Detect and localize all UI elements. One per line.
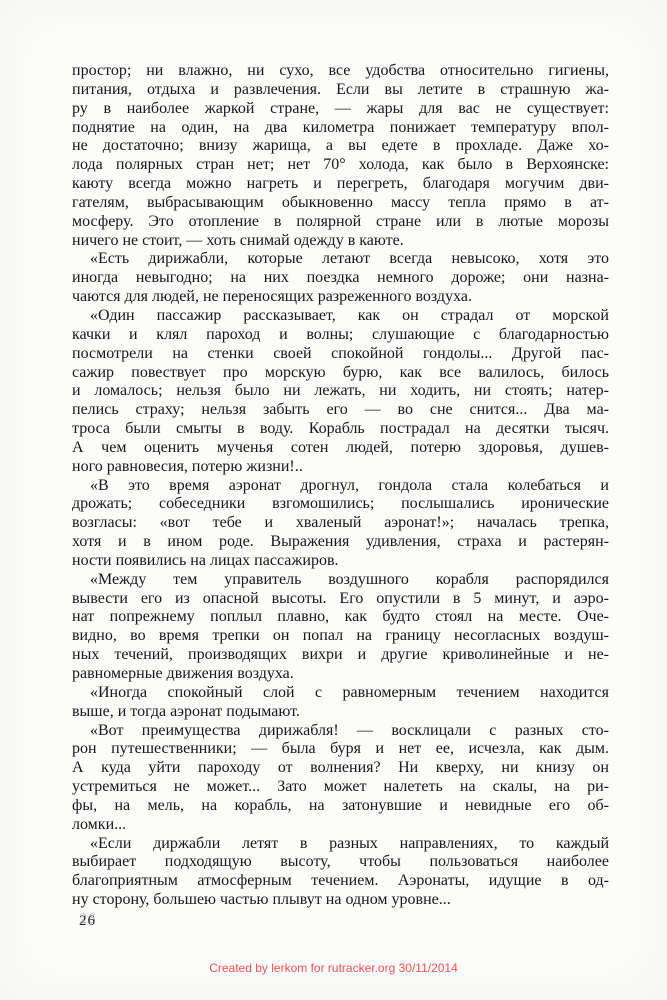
text-line: мосферу. Это отопление в полярной стране или в лютые морозы	[72, 212, 609, 230]
text-line: благоприятным атмосферным течением. Аэронаты, идущие в од-	[72, 872, 609, 890]
watermark-text: Created by lerkom for rutracker.org 30/11/2014	[209, 961, 458, 975]
text-line: равномерные движения воздуха.	[72, 665, 294, 682]
text-line: возгласы: «вот тебе и хваленый аэронат!»; началась трепка,	[72, 514, 609, 532]
text-line: «Между тем управитель воздушного корабля распорядился	[90, 570, 609, 588]
text-line: рон путешественники; — была буря и нет ее, исчезла, как дым.	[72, 740, 609, 758]
text-line: троса были смыты в воду. Корабль пострадал на десятки тысяч.	[72, 420, 609, 438]
text-line: пелись страху; нельзя забыть его — во сне снится... Два ма-	[72, 401, 609, 419]
text-line: дрожать; собеседники взгомошились; послышались иронические	[72, 495, 609, 513]
text-line: питания, отдыха и развлечения. Если вы летите в страшную жа-	[72, 80, 609, 98]
text-line: «Вот преимущества дирижабля! — восклицали с разных сто-	[90, 721, 609, 739]
text-line: видно, во время трепки он попал на границу несогласных воздуш-	[72, 627, 609, 645]
text-line: чаются для людей, не переносящих разреженного воздуха.	[72, 288, 472, 306]
text-line: ломки...	[72, 815, 127, 833]
text-line: хотя и в ином роде. Выражения удивления, страха и растерян-	[72, 533, 609, 551]
text-line: нат попрежнему поплыл плавно, как будто стоял на месте. Оче-	[72, 608, 609, 626]
text-line: устремиться не может... Зато может налететь на скалы, на ри-	[72, 778, 609, 796]
text-line: каюту всегда можно нагреть и перегреть, благодаря могучим дви-	[72, 175, 609, 193]
text-line: «В это время аэронат дрогнул, гондола стала колебаться и	[90, 476, 609, 494]
text-line: сажир повествует про морскую бурю, как все валилось, билось	[72, 363, 609, 381]
text-line: ничего не стоит, — хоть снимай одежду в каюте.	[72, 231, 404, 249]
text-line: «Если диржабли летят в разных направлениях, то каждый	[90, 834, 609, 852]
text-line: «Есть дирижабли, которые летают всегда невысоко, хотя это	[90, 250, 609, 268]
text-line: «Один пассажир рассказывает, как он страдал от морской	[90, 306, 609, 324]
text-line: ну сторону, большею частью плывут на одном уровне...	[72, 891, 451, 909]
text-line: лода полярных стран нет; нет 70° холода, как было в Верхоянске:	[72, 156, 609, 174]
text-line: фы, на мель, на корабль, на затонувшие и невидные его об-	[72, 796, 609, 814]
text-line: и ломалось; нельзя было ни лежать, ни ходить, ни стоять; натер-	[72, 382, 609, 400]
text-line: не достаточно; внизу жарища, а вы едете в прохладе. Даже хо-	[72, 137, 609, 155]
text-line: вывести его из опасной высоты. Его опустили в 5 минут, и аэро-	[72, 589, 609, 607]
text-line: ности появились на лицах пассажиров.	[72, 551, 339, 569]
text-line: посмотрели на стенки своей спокойной гондолы... Другой пас-	[72, 344, 609, 362]
text-line: простор; ни влажно, ни сухо, все удобства относительно гигиены,	[72, 62, 609, 79]
text-line: «Иногда спокойный слой с равномерным течением находится	[90, 683, 609, 701]
text-line: А куда уйти пароходу от волнения? Ни кверху, ни книзу он	[72, 759, 609, 777]
text-line: А чем оценить мученья сотен людей, потерю здоровья, душев-	[72, 438, 609, 456]
text-line: ру в наиболее жаркой стране, — жары для вас не существует:	[72, 99, 609, 117]
text-line: ного равновесия, потерю жизни!..	[72, 457, 303, 475]
text-line: качки и клял пароход и волны; слушающие с благодарностью	[72, 325, 609, 343]
page-number: 26	[79, 913, 96, 929]
text-line: иногда невыгодно; на них поездка немного дороже; они назна-	[72, 269, 609, 287]
text-line: выбирает подходящую высоту, чтобы пользоваться наиболее	[72, 853, 609, 871]
page-text-block	[72, 62, 609, 910]
text-line: гателям, выбрасывающим обыкновенно массу тепла прямо в ат-	[72, 193, 609, 211]
text-line: ных течений, производящих вихри и другие криволинейные и не-	[72, 646, 609, 664]
text-line: выше, и тогда аэронат подымают.	[72, 702, 300, 720]
text-line: поднятие на один, на два километра понижает температуру впол-	[72, 118, 609, 136]
